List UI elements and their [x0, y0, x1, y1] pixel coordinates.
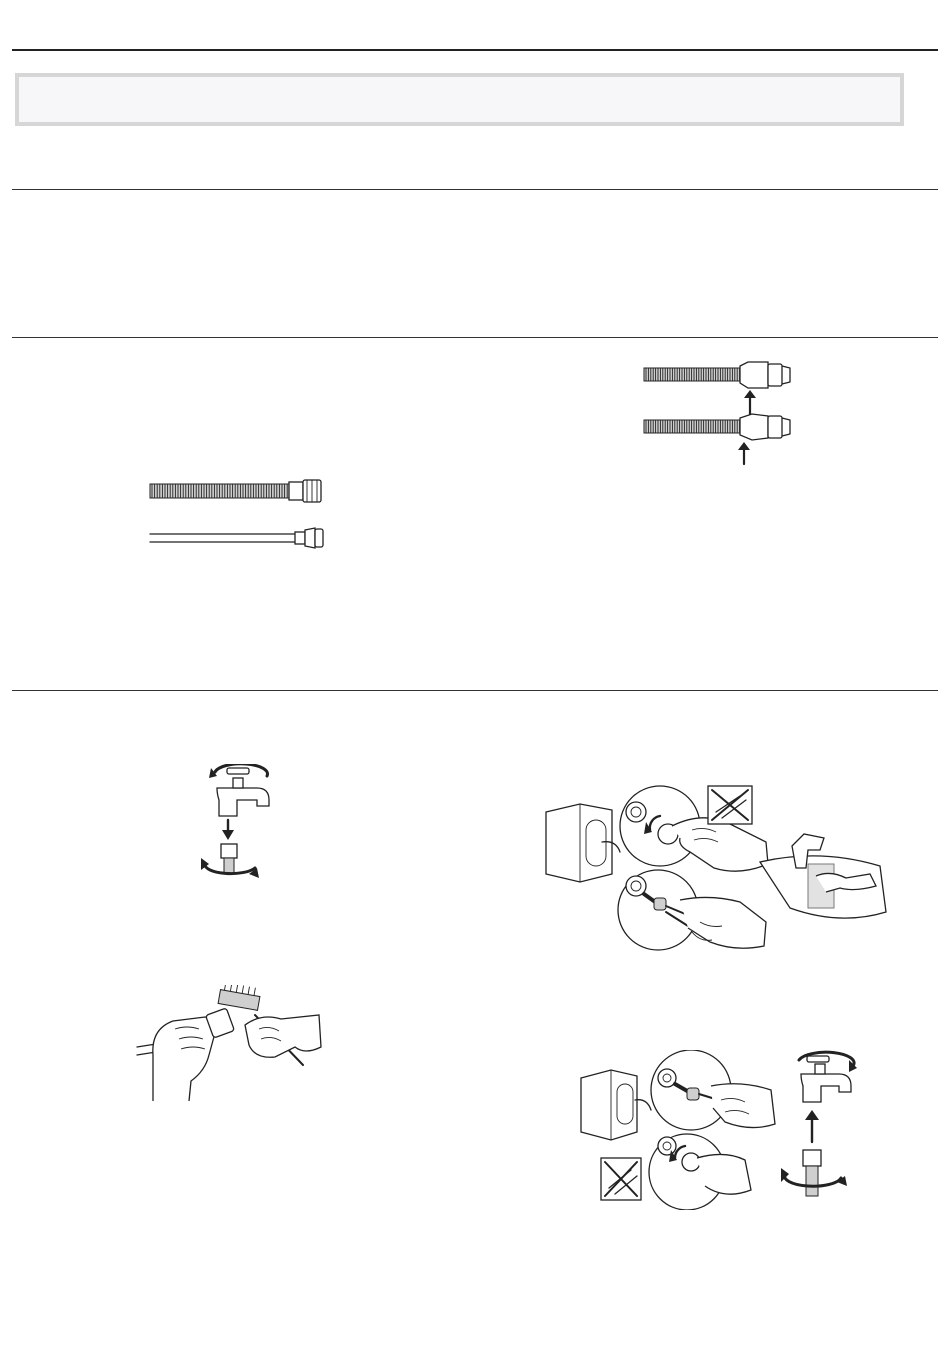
reconnect-figure — [575, 1050, 865, 1210]
section-divider-1 — [12, 189, 938, 190]
section-divider-2 — [12, 337, 938, 338]
hose-reconnect-tap-icon — [575, 1050, 865, 1210]
filter-cleaning-brush-icon — [135, 985, 335, 1105]
tap-unscrew-icon — [197, 764, 277, 889]
top-rule — [12, 49, 938, 51]
inlet-hose-icon — [145, 476, 330, 556]
section-divider-3 — [12, 690, 938, 691]
machine-inlet-filter-removal-icon — [540, 782, 890, 954]
machine-filter-figure — [540, 782, 890, 954]
tap-disconnect-figure — [197, 764, 277, 889]
hose-types-figure — [145, 476, 330, 556]
filter-brush-figure — [135, 985, 335, 1105]
hose-connectors-figure — [640, 356, 800, 466]
title-banner — [15, 73, 904, 126]
hose-connector-arrows-icon — [640, 356, 800, 466]
